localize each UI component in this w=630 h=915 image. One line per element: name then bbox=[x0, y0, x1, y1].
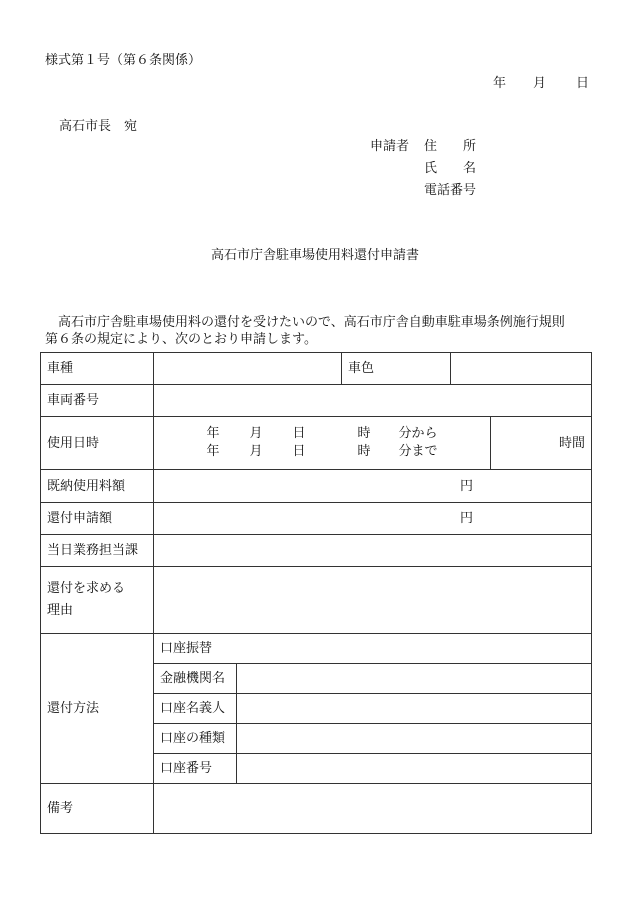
applicant-label: 申請者 bbox=[370, 139, 410, 154]
refund-amount-label: 還付申請額 bbox=[41, 503, 154, 535]
account-holder-field[interactable] bbox=[237, 694, 592, 724]
vehicle-number-label: 車両番号 bbox=[41, 385, 154, 417]
row-vehicle-number bbox=[41, 385, 592, 417]
row-refund-amount bbox=[41, 503, 592, 535]
account-type-field[interactable] bbox=[237, 724, 592, 754]
refund-amount-field[interactable] bbox=[154, 503, 592, 535]
address-label: 住 所 bbox=[424, 139, 477, 154]
row-remarks bbox=[41, 784, 592, 834]
intro-text bbox=[45, 314, 593, 348]
vehicle-color-field[interactable] bbox=[451, 353, 592, 385]
vehicle-type-label: 車種 bbox=[41, 353, 154, 385]
application-form-table bbox=[40, 352, 592, 834]
row-paid-fee bbox=[41, 470, 592, 503]
vehicle-number-field[interactable] bbox=[154, 385, 592, 417]
row-usage-datetime bbox=[41, 417, 592, 470]
account-number-field[interactable] bbox=[237, 754, 592, 784]
refund-method-label: 還付方法 bbox=[41, 634, 154, 784]
bank-name-label: 金融機関名 bbox=[154, 664, 237, 694]
account-type-label: 口座の種類 bbox=[154, 724, 237, 754]
date-day-label: 日 bbox=[576, 76, 590, 91]
vehicle-color-label: 車色 bbox=[342, 353, 451, 385]
paid-fee-label: 既納使用料額 bbox=[41, 470, 154, 503]
bank-name-field[interactable] bbox=[237, 664, 592, 694]
remarks-field[interactable] bbox=[154, 784, 592, 834]
account-holder-label: 口座名義人 bbox=[154, 694, 237, 724]
intro-line-2: 第６条の規定により、次のとおり申請します。 bbox=[45, 332, 317, 347]
row-vehicle bbox=[41, 353, 592, 385]
reason-label: 還付を求める 理由 bbox=[41, 567, 154, 634]
row-transfer bbox=[41, 634, 592, 664]
applicant-block bbox=[370, 139, 476, 205]
row-reason bbox=[41, 567, 592, 634]
usage-datetime-label: 使用日時 bbox=[41, 417, 154, 470]
account-transfer-label: 口座振替 bbox=[154, 634, 592, 664]
form-number: 様式第１号（第６条関係） bbox=[45, 53, 202, 68]
date-year-label: 年 bbox=[493, 76, 507, 91]
paid-fee-field[interactable] bbox=[154, 470, 592, 503]
phone-label: 電話番号 bbox=[424, 183, 477, 198]
paid-fee-unit: 円 bbox=[460, 478, 474, 494]
refund-amount-unit: 円 bbox=[460, 511, 474, 526]
name-label: 氏 名 bbox=[424, 161, 477, 176]
usage-start-row: 年 月 日 時 分から bbox=[206, 426, 438, 441]
date-month-label: 月 bbox=[533, 76, 547, 91]
reason-field[interactable] bbox=[154, 567, 592, 634]
application-date bbox=[493, 76, 589, 92]
row-department bbox=[41, 535, 592, 567]
usage-datetime-field[interactable] bbox=[154, 417, 491, 470]
department-label: 当日業務担当課 bbox=[41, 535, 154, 567]
usage-end-row: 年 月 日 時 分まで bbox=[206, 444, 438, 459]
remarks-label: 備考 bbox=[41, 784, 154, 834]
account-number-label: 口座番号 bbox=[154, 754, 237, 784]
addressee: 高石市長 宛 bbox=[59, 119, 138, 134]
usage-hours-field[interactable]: 時間 bbox=[491, 417, 592, 470]
department-field[interactable] bbox=[154, 535, 592, 567]
intro-line-1: 高石市庁舎駐車場使用料の還付を受けたいので、高石市庁舎自動車駐車場条例施行規則 bbox=[58, 315, 565, 330]
document-title: 高石市庁舎駐車場使用料還付申請書 bbox=[210, 248, 419, 263]
vehicle-type-field[interactable] bbox=[154, 353, 342, 385]
